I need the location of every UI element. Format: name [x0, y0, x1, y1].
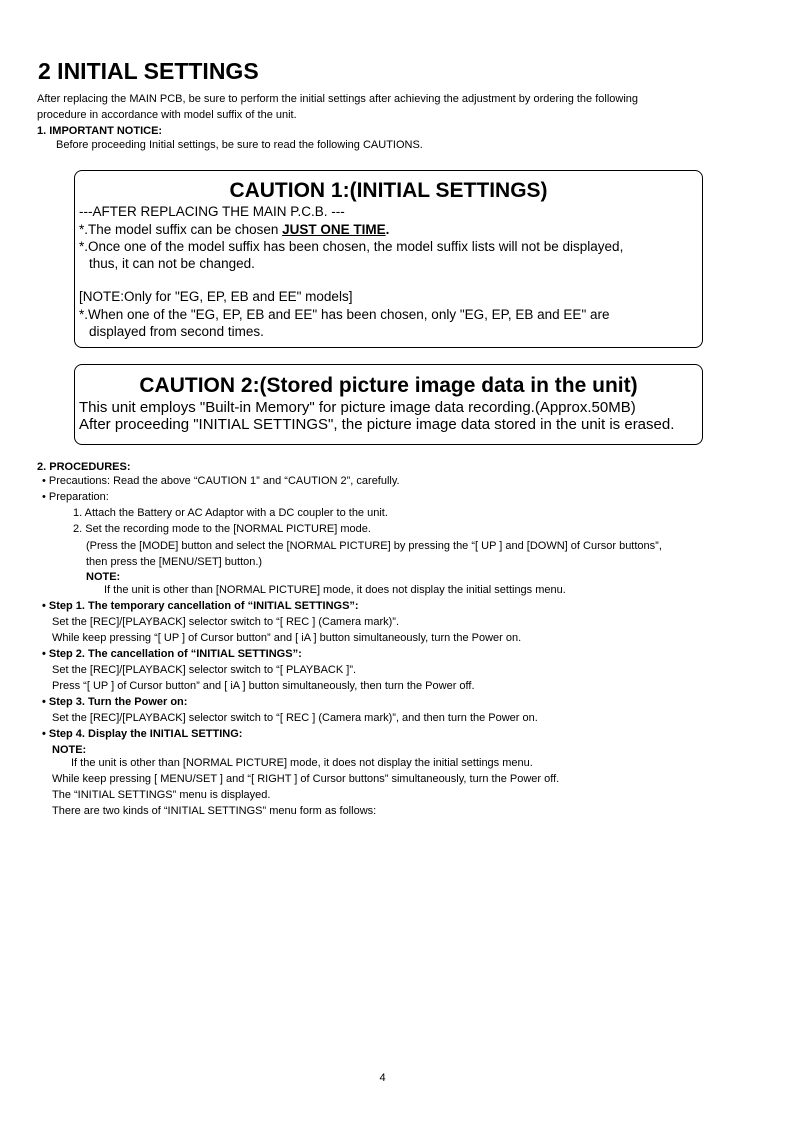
caution-1-line: displayed from second times.	[89, 324, 264, 339]
step-4-line: There are two kinds of “INITIAL SETTINGS” menu form as follows:	[52, 805, 377, 817]
step-4-line: While keep pressing [ MENU/SET ] and “[ RIGHT ] of Cursor buttons” simultaneously, turn the Power off.	[52, 773, 560, 785]
step-1-title: • Step 1. The temporary cancellation of “INITIAL SETTINGS”:	[42, 600, 359, 612]
caution-1-box	[74, 170, 703, 348]
preparation-note-label: NOTE:	[86, 571, 121, 583]
preparation-step-1: 1. Attach the Battery or AC Adaptor with a DC coupler to the unit.	[73, 507, 388, 519]
caution-2-line: This unit employs "Built-in Memory" for picture image data recording.(Approx.50MB)	[79, 399, 636, 416]
step-4-note-text: If the unit is other than [NORMAL PICTURE] mode, it does not display the initial settings menu.	[71, 757, 533, 769]
preparation-step-2-detail: then press the [MENU/SET] button.)	[86, 556, 263, 568]
step-2-line: Press “[ UP ] of Cursor button” and [ iA ] button simultaneously, then turn the Power off.	[52, 680, 475, 692]
step-1-line: While keep pressing “[ UP ] of Cursor button” and [ iA ] button simultaneously, turn the Power on.	[52, 632, 522, 644]
caution-2-line: After proceeding "INITIAL SETTINGS", the picture image data stored in the unit is erased.	[79, 416, 675, 433]
procedures-title: 2. PROCEDURES:	[37, 461, 131, 473]
preparation-line: • Preparation:	[42, 491, 109, 503]
step-4-note-label: NOTE:	[52, 744, 87, 756]
page-number: 4	[379, 1072, 386, 1084]
caution-2-title: CAUTION 2:(Stored picture image data in the unit)	[139, 374, 638, 397]
intro-line-1: After replacing the MAIN PCB, be sure to perform the initial settings after achieving the adjustment by ordering the following	[37, 93, 639, 105]
caution-1-title: CAUTION 1:(INITIAL SETTINGS)	[229, 179, 548, 202]
step-2-title: • Step 2. The cancellation of “INITIAL SETTINGS”:	[42, 648, 302, 660]
step-1-line: Set the [REC]/[PLAYBACK] selector switch to “[ REC ] (Camera mark)”.	[52, 616, 399, 628]
step-3-title: • Step 3. Turn the Power on:	[42, 696, 188, 708]
caution-1-emphasis: JUST ONE TIME	[282, 222, 386, 237]
step-4-title: • Step 4. Display the INITIAL SETTING:	[42, 728, 243, 740]
important-notice-title: 1. IMPORTANT NOTICE:	[37, 125, 163, 137]
caution-1-text: *.The model suffix can be chosen	[79, 222, 283, 237]
step-3-line: Set the [REC]/[PLAYBACK] selector switch to “[ REC ] (Camera mark)”, and then turn the Power on.	[52, 712, 538, 724]
preparation-note-text: If the unit is other than [NORMAL PICTURE] mode, it does not display the initial settings menu.	[104, 584, 566, 596]
preparation-step-2-detail: (Press the [MODE] button and select the [NORMAL PICTURE] by pressing the “[ UP ] and [DOWN] of Cursor buttons”,	[86, 540, 662, 552]
caution-1-line: ---AFTER REPLACING THE MAIN P.C.B. ---	[79, 204, 345, 219]
important-notice-text: Before proceeding Initial settings, be sure to read the following CAUTIONS.	[56, 139, 423, 151]
caution-1-text: .	[385, 222, 390, 237]
step-2-line: Set the [REC]/[PLAYBACK] selector switch to “[ PLAYBACK ]”.	[52, 664, 357, 676]
caution-1-line: *.Once one of the model suffix has been chosen, the model suffix lists will not be displayed,	[79, 239, 624, 254]
precautions-line: • Precautions: Read the above “CAUTION 1” and “CAUTION 2”, carefully.	[42, 475, 400, 487]
caution-1-line: *.When one of the "EG, EP, EB and EE" has been chosen, only "EG, EP, EB and EE" are	[79, 307, 610, 322]
step-4-line: The “INITIAL SETTINGS” menu is displayed.	[52, 789, 271, 801]
caution-2-box	[74, 364, 703, 445]
caution-1-line: thus, it can not be changed.	[89, 256, 255, 271]
caution-1-line	[79, 222, 389, 237]
page-heading: 2 INITIAL SETTINGS	[38, 58, 259, 84]
intro-line-2: procedure in accordance with model suffix of the unit.	[37, 109, 297, 121]
caution-1-line: [NOTE:Only for "EG, EP, EB and EE" models]	[79, 289, 353, 304]
preparation-step-2: 2. Set the recording mode to the [NORMAL PICTURE] mode.	[73, 523, 371, 535]
